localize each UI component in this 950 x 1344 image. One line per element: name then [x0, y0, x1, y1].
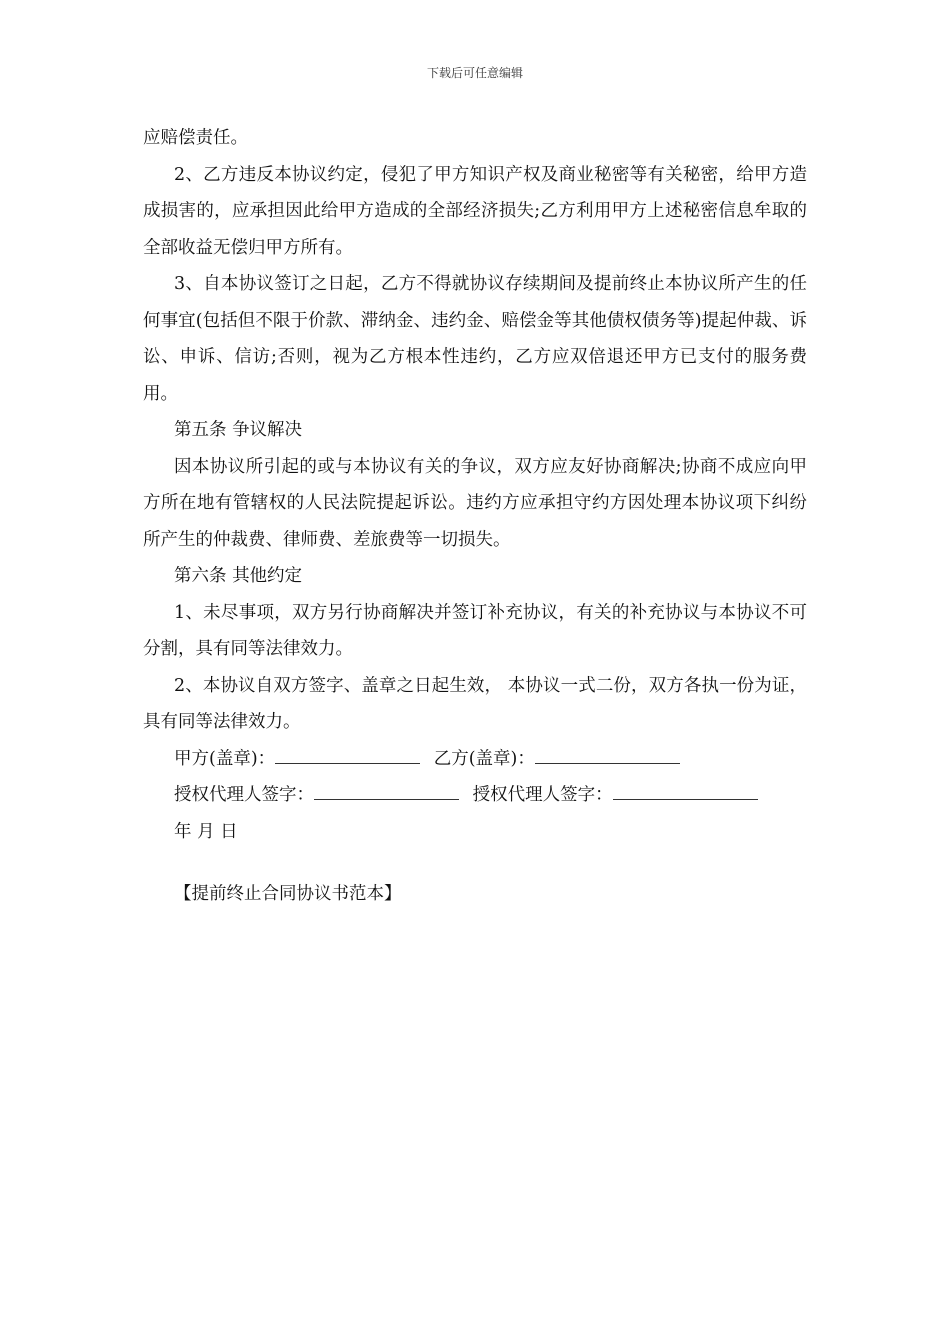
- signature-party-line: [143, 741, 807, 778]
- paragraph-clause-2: 2、乙方违反本协议约定，侵犯了甲方知识产权及商业秘密等有关秘密，给甲方造成损害的，应承担因此给甲方造成的全部经济损失;乙方利用甲方上述秘密信息牟取的全部收益无偿归甲方所有。: [143, 164, 807, 258]
- signature-date: 年 月 日: [174, 821, 238, 842]
- party-a-blank[interactable]: [275, 749, 420, 764]
- paragraph-other-1: 1、未尽事项，双方另行协商解决并签订补充协议，有关的补充协议与本协议不可分割，具有同等法律效力。: [143, 602, 807, 659]
- party-b-blank[interactable]: [535, 749, 680, 764]
- party-a-label: 甲方(盖章)：: [174, 748, 276, 769]
- page-header: 下载后可任意编辑: [426, 66, 523, 80]
- paragraph-dispute: 因本协议所引起的或与本协议有关的争议，双方应友好协商解决;协商不成应向甲方所在地有管辖权的人民法院提起诉讼。违约方应承担守约方因处理本协议项下纠纷所产生的仲裁费、律师费、差旅费等一切损失。: [143, 456, 807, 550]
- agent-a-label: 授权代理人签字：: [174, 785, 314, 805]
- agent-b-label: 授权代理人签字：: [472, 785, 613, 805]
- article-6-heading: 第六条 其他约定: [174, 566, 303, 586]
- party-b-label: 乙方(盖章)：: [433, 748, 535, 769]
- document-body: [143, 120, 807, 913]
- agent-b-blank[interactable]: [613, 785, 758, 800]
- paragraph-other-2: 2、本协议自双方签字、盖章之日起生效， 本协议一式二份，双方各执一份为证，具有同等法律效力。: [143, 675, 807, 732]
- agent-a-blank[interactable]: [314, 785, 459, 800]
- article-5-heading: 第五条 争议解决: [174, 420, 303, 440]
- paragraph-clause-3: 3、自本协议签订之日起，乙方不得就协议存续期间及提前终止本协议所产生的任何事宜(包括但不限于价款、滞纳金、违约金、赔偿金等其他债权债务等)提起仲裁、诉讼、申诉、信访;否则，视为乙方根本性违约，乙方应双倍退还甲方已支付的服务费用。: [143, 274, 807, 404]
- paragraph-continuation: 应赔偿责任。: [143, 128, 248, 148]
- signature-agent-line: [143, 777, 807, 814]
- template-title: 【提前终止合同协议书范本】: [174, 884, 402, 904]
